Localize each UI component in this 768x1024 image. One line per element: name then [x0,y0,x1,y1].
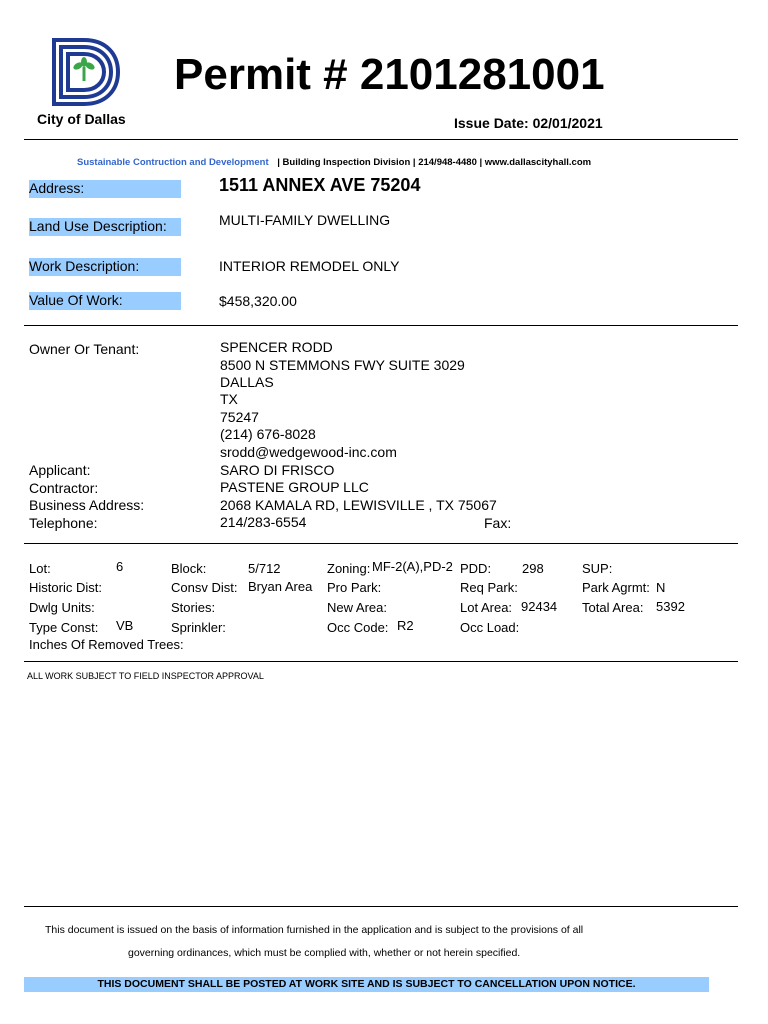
footer-line-2: governing ordinances, which must be complied with, whether or not herein specified. [128,947,521,959]
park-agrmt-label: Park Agrmt: [582,580,650,595]
owner-zip: 75247 [220,409,259,425]
occ-load-label: Occ Load: [460,620,520,635]
applicant-label: Applicant: [29,462,91,478]
park-agrmt-value: N [656,580,666,595]
work-description-value: INTERIOR REMODEL ONLY [219,258,400,274]
division-contact: | Building Inspection Division | 214/948-4480 | www.dallascityhall.com [277,157,592,168]
pdd-label: PDD: [460,561,492,576]
permit-title: Permit # 2101281001 [174,50,605,99]
value-of-work-label: Value Of Work: [29,292,181,310]
owner-city: DALLAS [220,374,274,390]
occ-code-label: Occ Code: [327,620,389,635]
subheader [77,157,591,168]
sprinkler-label: Sprinkler: [171,620,226,635]
zoning-label: Zoning: [327,561,371,576]
req-park-label: Req Park: [460,580,518,595]
stories-label: Stories: [171,600,216,615]
type-const-label: Type Const: [29,620,99,635]
header-rule [24,139,738,140]
occ-code-value: R2 [397,618,414,633]
issue-date: Issue Date: 02/01/2021 [454,115,603,131]
owner-phone: (214) 676-8028 [220,426,316,442]
summary-rule [24,325,738,326]
city-of-dallas-logo-icon [50,38,120,106]
business-address-label: Business Address: [29,497,145,513]
address-value: 1511 ANNEX AVE 75204 [219,175,421,195]
land-use-value: MULTI-FAMILY DWELLING [219,212,391,228]
details-rule [24,661,738,662]
sup-label: SUP: [582,561,613,576]
value-of-work-value: $458,320.00 [219,293,297,309]
new-area-label: New Area: [327,600,387,615]
lot-label: Lot: [29,561,51,576]
lot-value: 6 [116,559,124,574]
business-address-value: 2068 KAMALA RD, LEWISVILLE , TX 75067 [220,497,497,513]
telephone-label: Telephone: [29,515,98,531]
lot-area-value: 92434 [521,599,558,614]
work-description-label: Work Description: [29,258,181,276]
owner-email: srodd@wedgewood-inc.com [220,444,397,460]
total-area-label: Total Area: [582,600,644,615]
owner-label: Owner Or Tenant: [29,341,140,357]
dwlg-units-label: Dwlg Units: [29,600,95,615]
lot-area-label: Lot Area: [460,600,513,615]
fax-label: Fax: [484,515,512,531]
inspector-note: ALL WORK SUBJECT TO FIELD INSPECTOR APPROVAL [27,671,264,681]
owner-street: 8500 N STEMMONS FWY SUITE 3029 [220,357,465,373]
type-const-value: VB [116,618,134,633]
pro-park-label: Pro Park: [327,580,382,595]
city-name: City of Dallas [37,111,126,127]
contractor-label: Contractor: [29,480,99,496]
consv-dist-label: Consv Dist: [171,580,238,595]
block-label: Block: [171,561,207,576]
land-use-label: Land Use Description: [29,218,181,236]
applicant-value: SARO DI FRISCO [220,462,335,478]
consv-dist-value: Bryan Area [248,579,313,594]
footer-rule [24,906,738,907]
address-label: Address: [29,180,181,198]
historic-dist-label: Historic Dist: [29,580,102,595]
block-value: 5/712 [248,561,281,576]
posting-banner: THIS DOCUMENT SHALL BE POSTED AT WORK SITE AND IS SUBJECT TO CANCELLATION UPON NOTICE. [24,977,709,992]
zoning-value: MF-2(A),PD-2 [372,559,453,574]
total-area-value: 5392 [656,599,685,614]
footer-line-1: This document is issued on the basis of information furnished in the application and is subject to the provisions of all [45,924,584,936]
owner-name: SPENCER RODD [220,339,333,355]
pdd-value: 298 [522,561,544,576]
owner-state: TX [220,391,238,407]
owner-rule [24,543,738,544]
dept-link[interactable]: Sustainable Contruction and Development [77,157,269,168]
telephone-value: 214/283-6554 [220,514,307,530]
contractor-value: PASTENE GROUP LLC [220,479,369,495]
removed-trees-label: Inches Of Removed Trees: [29,637,184,652]
